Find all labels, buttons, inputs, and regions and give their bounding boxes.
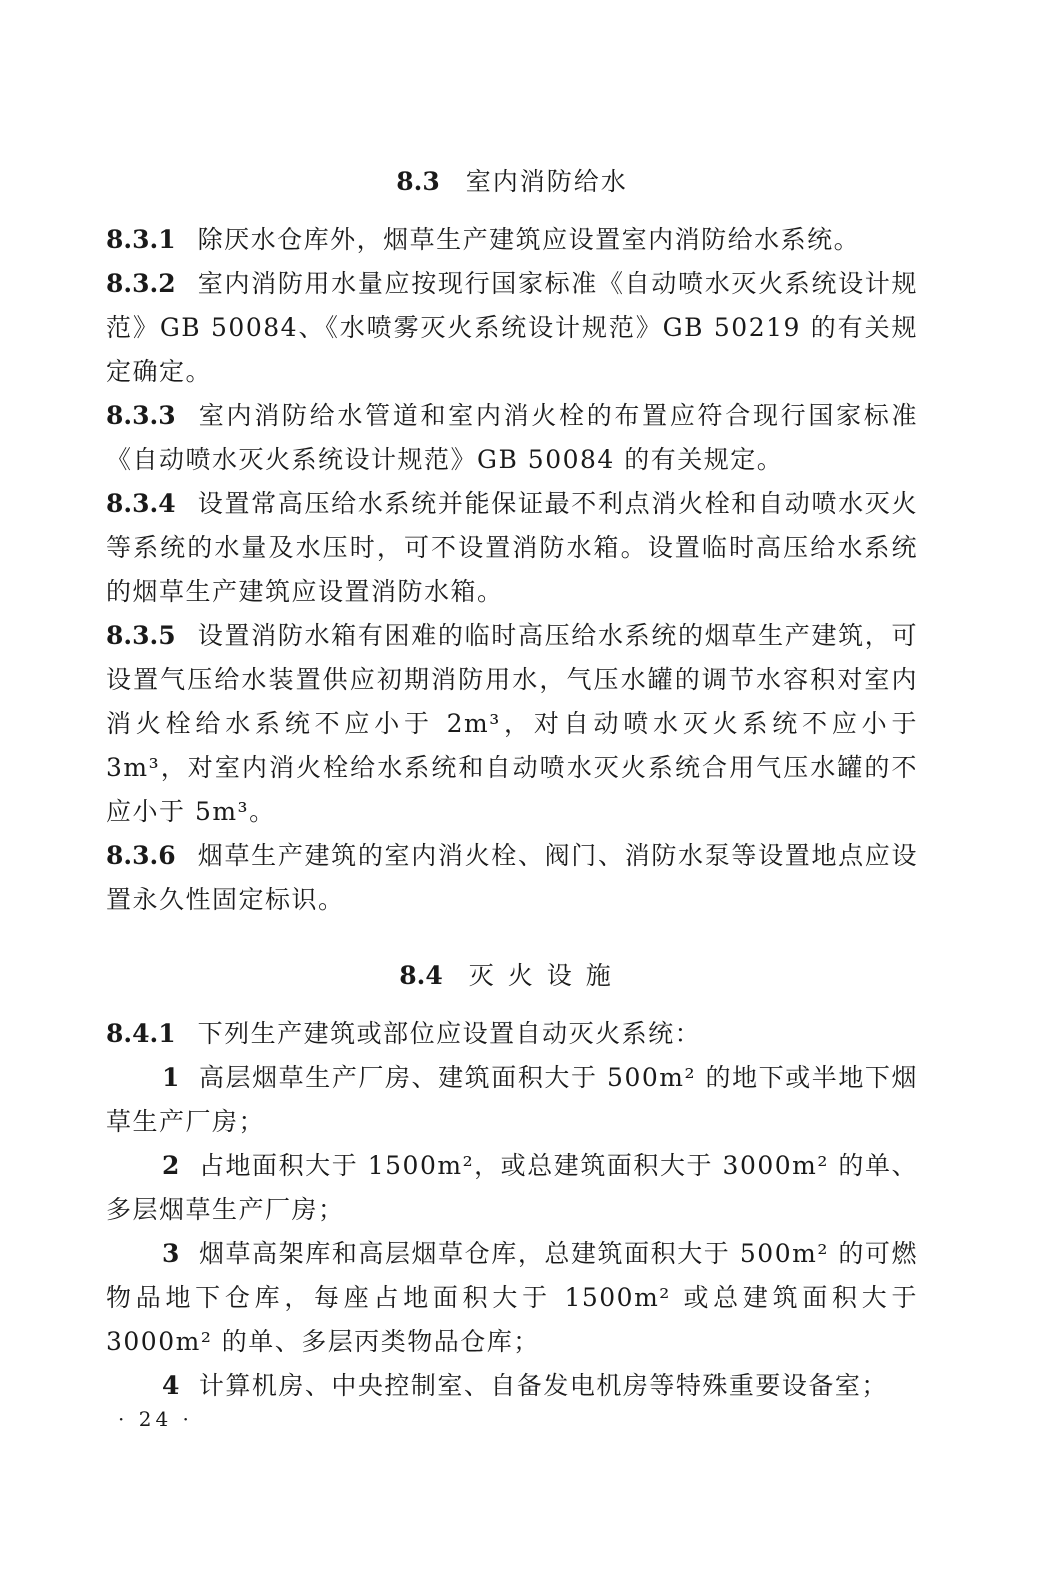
item-text: 烟草高架库和高层烟草仓库，总建筑面积大于 500m² 的可燃物品地下仓库，每座占地面积大于 1500m² 或总建筑面积大于 3000m² 的单、多层丙类物品仓库； <box>106 1239 918 1356</box>
clause-number: 8.3.5 <box>106 621 176 650</box>
item-text: 计算机房、中央控制室、自备发电机房等特殊重要设备室； <box>198 1371 888 1400</box>
clause-8-3-1 <box>106 218 918 262</box>
clause-8-4-1 <box>106 1012 918 1056</box>
section-heading-8-3 <box>106 162 918 198</box>
clause-8-3-2 <box>106 262 918 394</box>
item-text: 高层烟草生产厂房、建筑面积大于 500m² 的地下或半地下烟草生产厂房； <box>106 1063 918 1136</box>
clause-number: 8.3.6 <box>106 841 176 870</box>
clause-text: 室内消防用水量应按现行国家标准《自动喷水灭火系统设计规范》GB 50084、《水喷雾灭火系统设计规范》GB 50219 的有关规定确定。 <box>106 269 918 386</box>
clause-8-3-5 <box>106 614 918 834</box>
item-number: 3 <box>162 1239 181 1268</box>
clause-8-3-4 <box>106 482 918 614</box>
clause-number: 8.3.4 <box>106 489 176 518</box>
clause-number: 8.3.2 <box>106 269 176 298</box>
page-number: · 24 · <box>118 1407 193 1431</box>
clause-number: 8.3.3 <box>106 401 176 430</box>
clause-text: 除厌水仓库外，烟草生产建筑应设置室内消防给水系统。 <box>197 225 861 254</box>
section-heading-8-4 <box>106 956 918 992</box>
list-item <box>106 1364 918 1408</box>
document-page <box>106 150 918 1408</box>
clause-number: 8.4.1 <box>106 1019 176 1048</box>
clause-text: 设置消防水箱有困难的临时高压给水系统的烟草生产建筑，可设置气压给水装置供应初期消防用水，气压水罐的调节水容积对室内消火栓给水系统不应小于 2m³，对自动喷水灭火系统不应小于 3m³，对室内消火栓给水系统和自动喷水灭火系统合用气压水罐的不应小于 5m³。 <box>106 621 918 826</box>
section-title: 室内消防给水 <box>465 167 628 196</box>
list-item <box>106 1056 918 1144</box>
clause-8-3-3 <box>106 394 918 482</box>
item-text: 占地面积大于 1500m²，或总建筑面积大于 3000m² 的单、多层烟草生产厂房； <box>106 1151 918 1224</box>
clause-number: 8.3.1 <box>106 225 176 254</box>
clause-text: 设置常高压给水系统并能保证最不利点消火栓和自动喷水灭火等系统的水量及水压时，可不设置消防水箱。设置临时高压给水系统的烟草生产建筑应设置消防水箱。 <box>106 489 918 606</box>
section-title: 灭火设施 <box>468 961 625 990</box>
list-item <box>106 1232 918 1364</box>
clause-text: 室内消防给水管道和室内消火栓的布置应符合现行国家标准《自动喷水灭火系统设计规范》GB 50084 的有关规定。 <box>106 401 918 474</box>
clause-8-3-6 <box>106 834 918 922</box>
section-number: 8.3 <box>396 167 440 196</box>
section-number: 8.4 <box>399 961 443 990</box>
clause-text: 烟草生产建筑的室内消火栓、阀门、消防水泵等设置地点应设置永久性固定标识。 <box>106 841 918 914</box>
item-number: 2 <box>162 1151 181 1180</box>
item-number: 4 <box>162 1371 181 1400</box>
item-number: 1 <box>162 1063 181 1092</box>
clause-text: 下列生产建筑或部位应设置自动灭火系统： <box>197 1019 702 1048</box>
list-item <box>106 1144 918 1232</box>
